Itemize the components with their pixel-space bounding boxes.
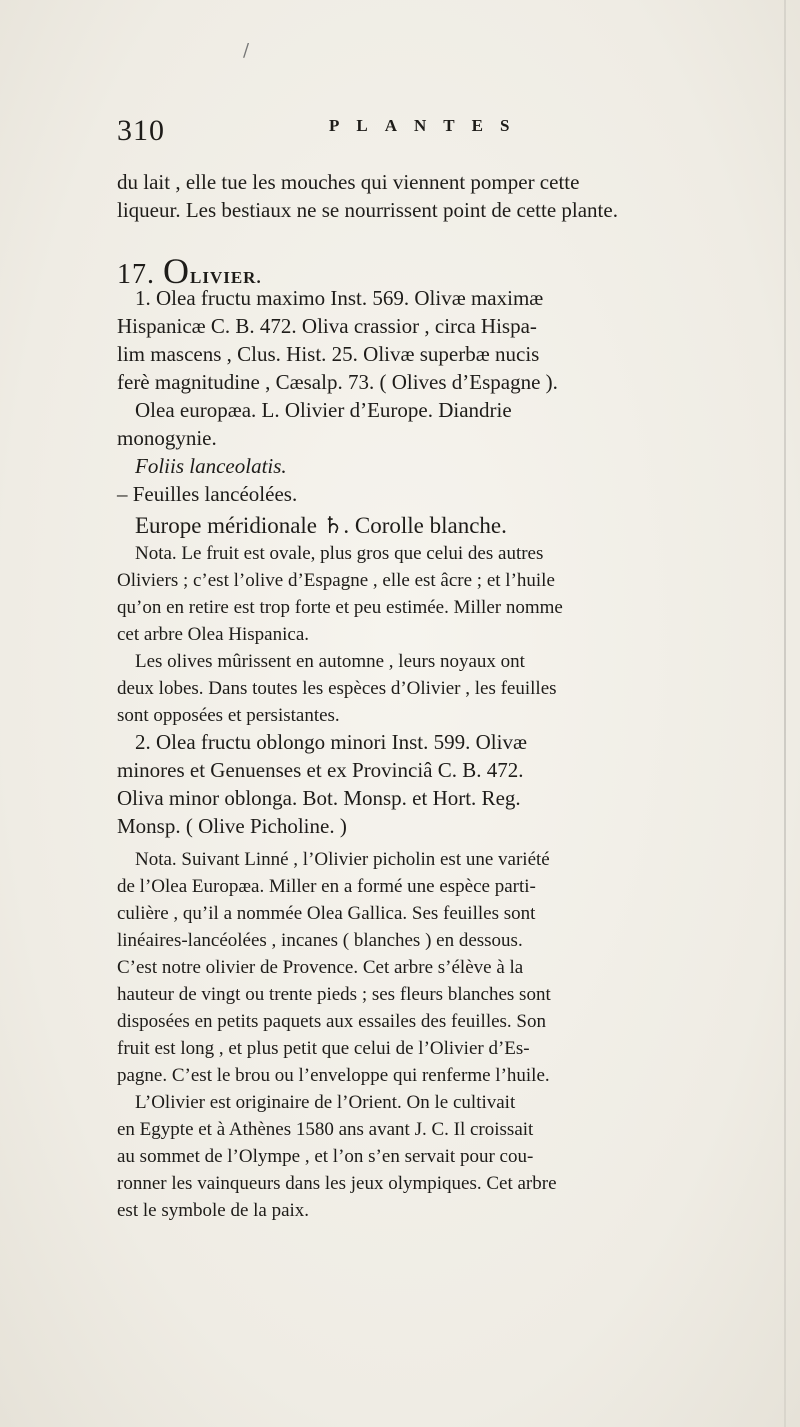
- entry-name-initial: O: [163, 251, 190, 291]
- nota-2: [117, 846, 757, 1224]
- text-line: au sommet de l’Olympe , et l’on s’en servait pour cou-: [117, 1146, 534, 1167]
- running-title: PLANTES: [329, 116, 527, 135]
- text-line: deux lobes. Dans toutes les espèces d’Olivier , les feuilles: [117, 678, 557, 699]
- text-line: 2. Olea fructu oblongo minori Inst. 599. Olivæ: [135, 730, 527, 754]
- text-line: ronner les vainqueurs dans les jeux olympiques. Cet arbre: [117, 1173, 557, 1194]
- entry-name: LIVIER.: [190, 268, 262, 287]
- text-line: est le symbole de la paix.: [117, 1200, 310, 1221]
- text-line: hauteur de vingt ou trente pieds ; ses fleurs blanches sont: [117, 984, 551, 1005]
- text-line: monogynie.: [117, 426, 217, 450]
- text-line: C’est notre olivier de Provence. Cet arbre s’élève à la: [117, 957, 524, 978]
- margin-mark: /: [243, 40, 250, 61]
- text-line: pagne. C’est le brou ou l’enveloppe qui renferme l’huile.: [117, 1065, 550, 1086]
- text-line: minores et Genuenses et ex Provinciâ C. B. 472.: [117, 758, 524, 782]
- entry-number: 17.: [117, 259, 155, 290]
- species-1-description: [117, 284, 757, 452]
- text-line: Oliva minor oblonga. Bot. Monsp. et Hort. Reg.: [117, 786, 521, 810]
- french-trait: – Feuilles lancéolées.: [117, 482, 298, 506]
- text-line: de l’Olea Europæa. Miller en a formé une espèce parti-: [117, 876, 536, 897]
- text-line: disposées en petits paquets aux essailes des feuilles. Son: [117, 1011, 547, 1032]
- text-line: ferè magnitudine , Cæsalp. 73. ( Olives d’Espagne ).: [117, 370, 558, 394]
- text-line: liqueur. Les bestiaux ne se nourrissent point de cette plante.: [117, 198, 618, 222]
- text-line: lim mascens , Clus. Hist. 25. Olivæ superbæ nucis: [117, 342, 540, 366]
- nota-1: [117, 540, 757, 729]
- text-line: Hispanicæ C. B. 472. Oliva crassior , circa Hispa-: [117, 314, 537, 338]
- text-line: cet arbre Olea Hispanica.: [117, 624, 310, 645]
- habitat-line: Europe méridionale ♄. Corolle blanche.: [135, 513, 507, 538]
- species-1-traits: [117, 452, 757, 540]
- text-line: du lait , elle tue les mouches qui viennent pomper cette: [117, 170, 580, 194]
- text-line: sont opposées et persistantes.: [117, 705, 340, 726]
- text-line: Olea europæa. L. Olivier d’Europe. Diandrie: [135, 398, 512, 422]
- text-line: Les olives mûrissent en automne , leurs noyaux ont: [135, 651, 525, 672]
- text-line: fruit est long , et plus petit que celui de l’Olivier d’Es-: [117, 1038, 530, 1059]
- intro-paragraph: [117, 168, 757, 224]
- page-fold-shadow: [784, 0, 786, 1427]
- species-2-description: [117, 728, 757, 840]
- text-line: en Egypte et à Athènes 1580 ans avant J. C. Il croissait: [117, 1119, 534, 1140]
- latin-trait: Foliis lanceolatis.: [135, 454, 287, 478]
- text-line: Nota. Suivant Linné , l’Olivier picholin est une variété: [135, 849, 550, 870]
- text-line: 1. Olea fructu maximo Inst. 569. Olivæ maximæ: [135, 286, 544, 310]
- text-line: culière , qu’il a nommée Olea Gallica. Ses feuilles sont: [117, 903, 536, 924]
- text-line: L’Olivier est originaire de l’Orient. On le cultivait: [135, 1092, 516, 1113]
- text-line: Oliviers ; c’est l’olive d’Espagne , elle est âcre ; et l’huile: [117, 570, 555, 591]
- page-number: 310: [117, 114, 165, 147]
- text-line: Monsp. ( Olive Picholine. ): [117, 814, 347, 838]
- text-line: qu’on en retire est trop forte et peu estimée. Miller nomme: [117, 597, 563, 618]
- text-line: Nota. Le fruit est ovale, plus gros que celui des autres: [135, 543, 544, 564]
- text-line: linéaires-lancéolées , incanes ( blanches ) en dessous.: [117, 930, 523, 951]
- page-header: [117, 108, 757, 152]
